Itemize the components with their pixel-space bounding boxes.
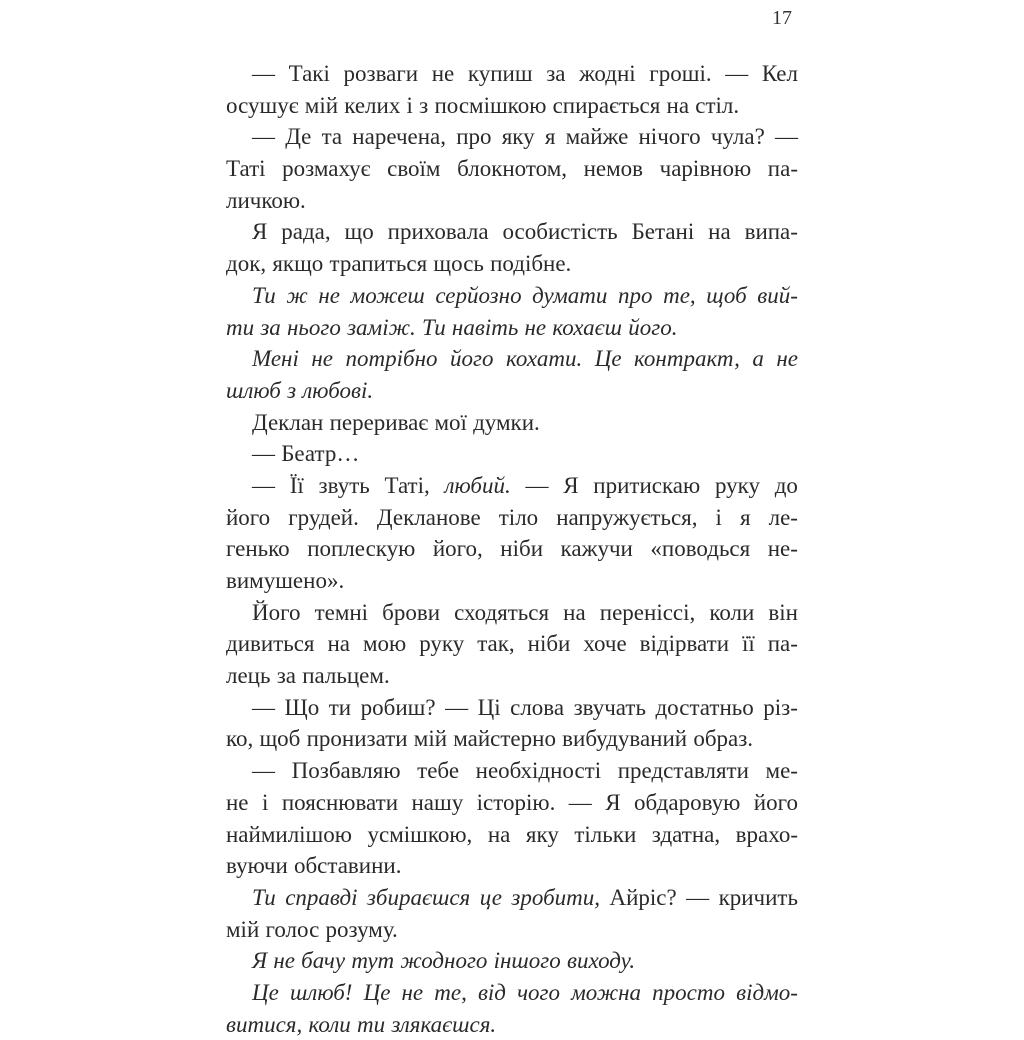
text-line: — Беатр… [252,441,360,467]
text-line: Його темні брови сходяться на переніссі, коли він [252,599,798,625]
page-number: 17 [772,7,792,29]
text-line: Я рада, що приховала особистість Бетані на випа- [252,219,798,245]
text-line: вуючи обставини. [226,853,402,879]
text-line: генько поплескую його, ніби кажучи «поводься не- [226,536,798,562]
text-line: Ти справді збираєшся це зробити, Айріс? — кричить [252,884,798,910]
text-line: Мені не потрібно його кохати. Це контракт, а не [252,346,798,372]
text-line: наймилішою усмішкою, на яку тільки здатна, врахо- [226,821,798,847]
text-line: Таті розмахує своїм блокнотом, немов чарівною па- [226,156,798,182]
text-line: личкою. [226,187,306,213]
text-line: не і пояснювати нашу історію. — Я обдаровую його [226,789,798,815]
text-line: — Позбавляю тебе необхідності представляти ме- [252,758,798,784]
text-line: дивиться на мою руку так, ніби хоче відірвати її па- [226,631,798,657]
text-line: — Такі розваги не купиш за жодні гроші. — Кел [252,61,798,86]
text-line: шлюб з любові. [226,377,374,403]
text-line: ти за нього заміж. Ти навіть не кохаєш його. [226,314,678,340]
text-line: вимушено». [226,568,345,593]
text-line: витися, коли ти злякаєшся. [226,1011,497,1037]
text-line: Я не бачу тут жодного іншого виходу. [252,948,636,974]
page-body-text [226,58,798,1040]
text-line: — Що ти робиш? — Ці слова звучать достатньо різ- [252,694,798,720]
text-line: Деклан перериває мої думки. [252,409,540,435]
text-line: його грудей. Декланове тіло напружується, і я ле- [226,504,798,530]
text-line: лець за пальцем. [226,663,390,689]
text-line: осушує мій келих і з посмішкою спирається на стіл. [226,92,740,118]
text-line: — Де та наречена, про яку я майже нічого чула? — [252,124,798,150]
text-line: — Її звуть Таті, любий. — Я притискаю руку до [252,472,798,498]
text-line: мій голос розуму. [226,916,398,942]
text-line: док, якщо трапиться щось подібне. [226,251,572,277]
text-line: Це шлюб! Це не те, від чого можна просто відмо- [252,979,798,1005]
text-line: ко, щоб пронизати мій майстерно вибудуваний образ. [226,726,754,752]
text-line: Ти ж не можеш серйозно думати про те, щоб вий- [252,282,798,308]
